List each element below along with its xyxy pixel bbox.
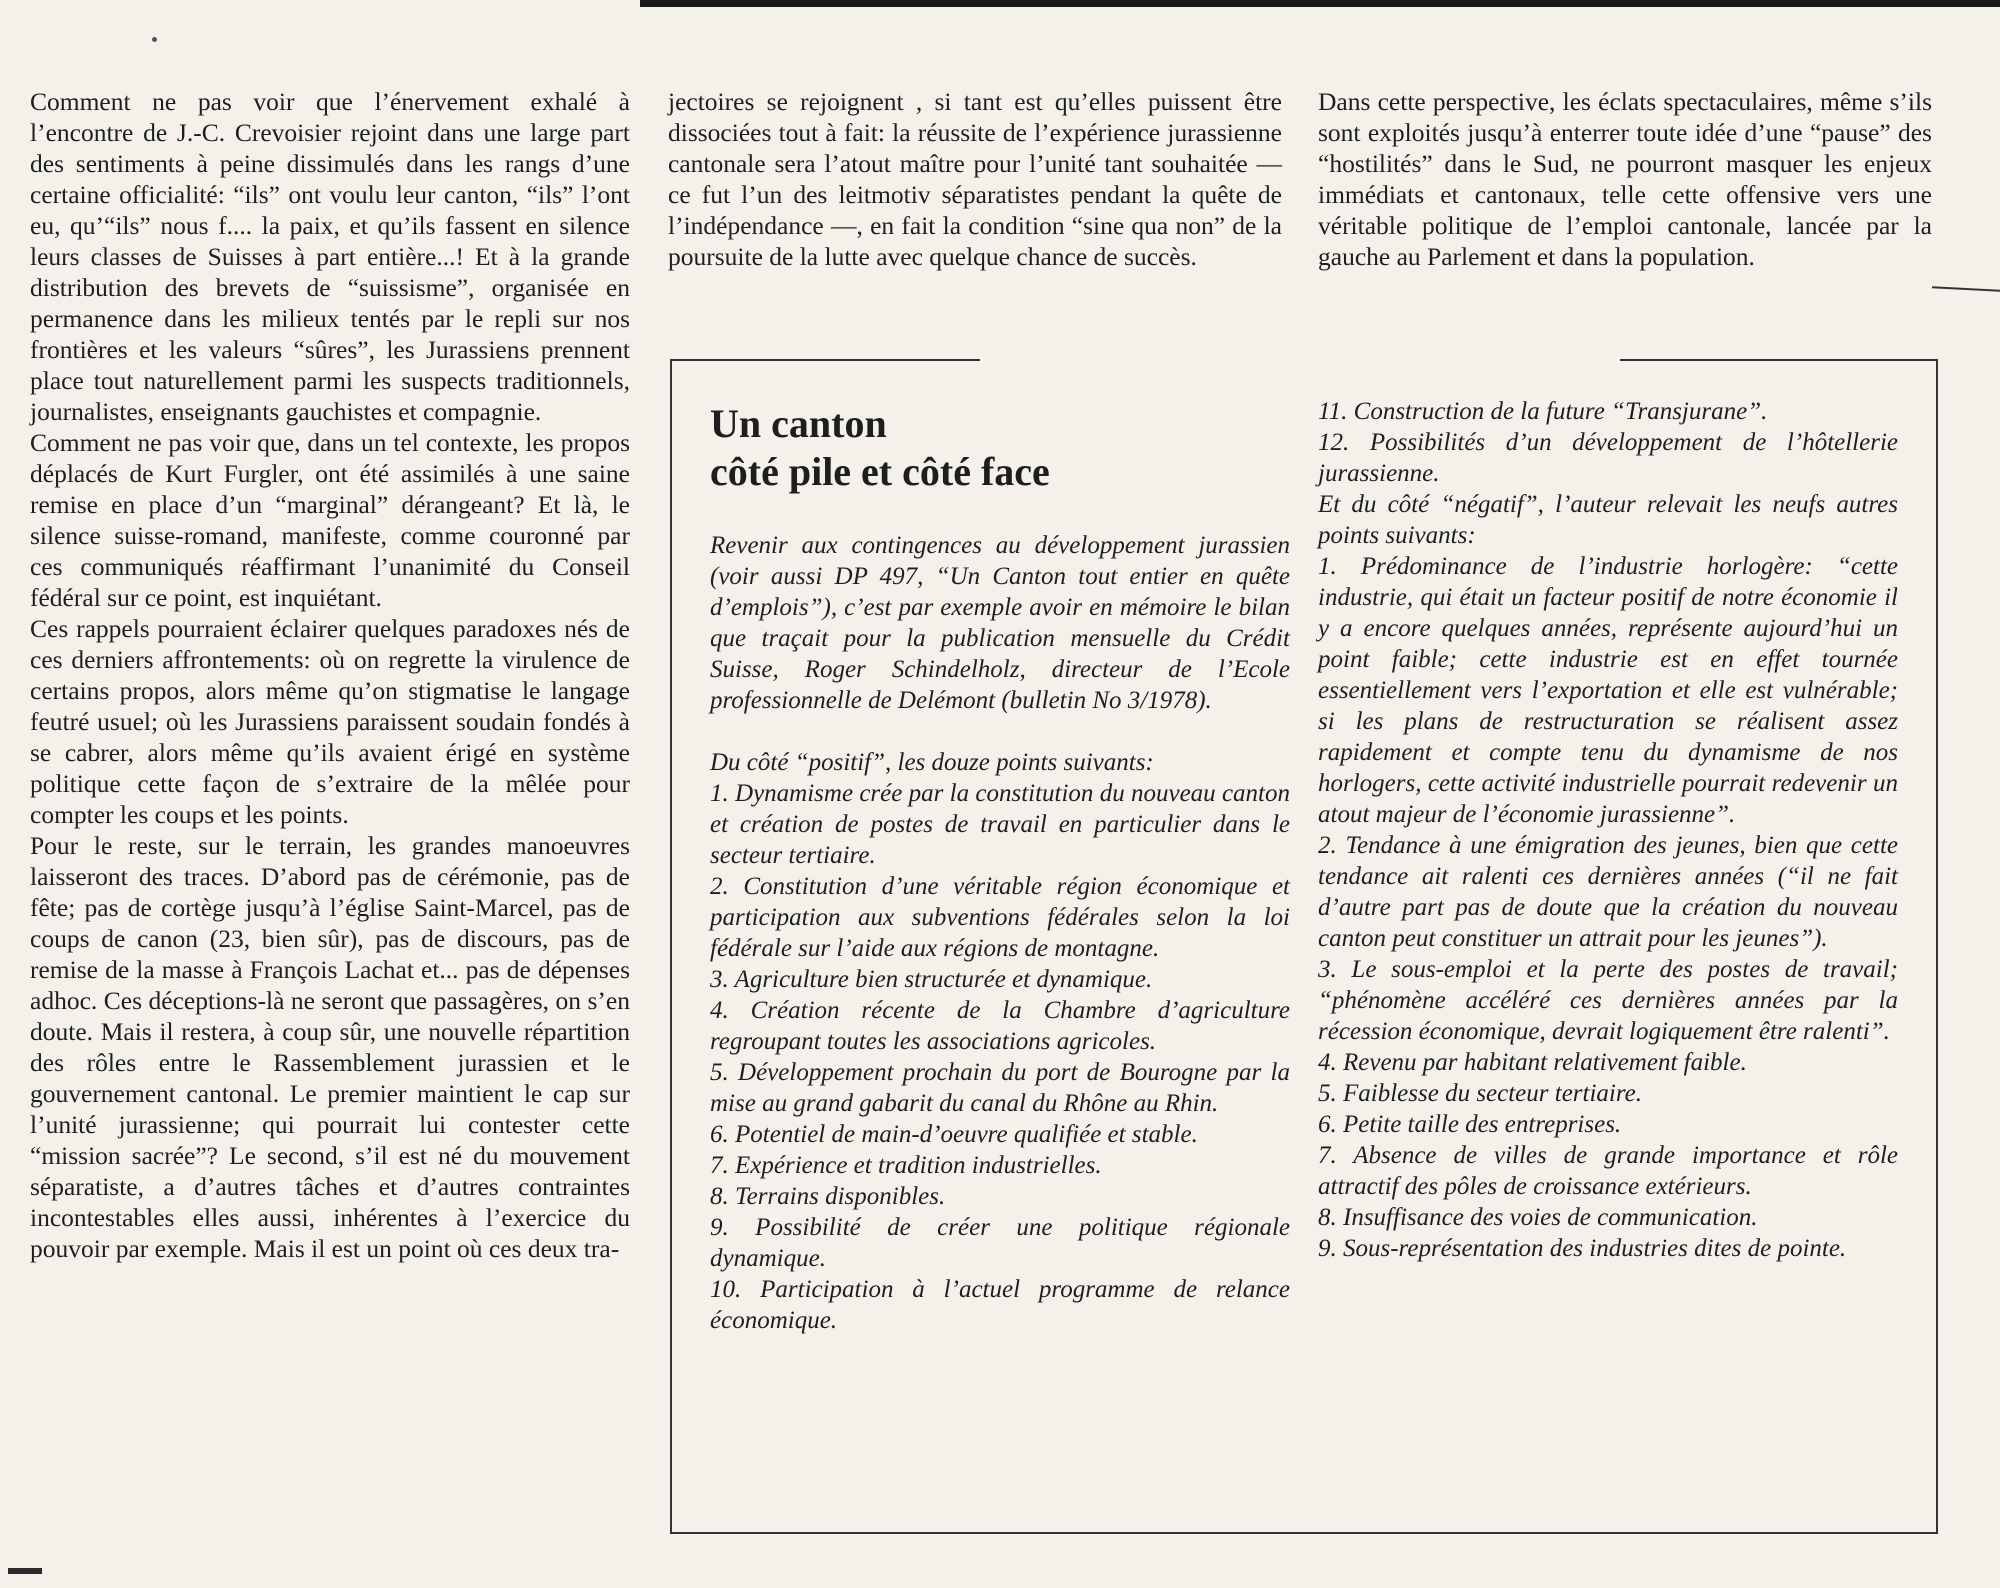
list-item: 1. Dynamisme crée par la constitution du nouveau canton et création de postes de travail en particulier dans le secteur tertiaire.	[710, 780, 1290, 869]
list-heading: Et du côté “négatif”, l’auteur relevait les neufs autres points suivants:	[1318, 491, 1898, 549]
list-item: 9. Possibilité de créer une politique régionale dynamique.	[710, 1214, 1290, 1272]
list-item: 8. Insuffisance des voies de communication.	[1318, 1204, 1758, 1231]
top-rule	[640, 0, 2000, 7]
corner-mark	[8, 1568, 42, 1574]
list-item: 7. Expérience et tradition industrielles.	[710, 1152, 1102, 1179]
article-column-3	[1318, 86, 1932, 272]
paragraph: Dans cette perspective, les éclats spectaculaires, même s’ils sont exploités jusqu’à enterrer toute idée d’une “pause” des “hostilités” dans le Sud, ne pourront masquer les enjeux immédiats et cantonaux, telle cette offensive vers une véritable politique de l’emploi cantonale, lancée par la gauche au Parlement et dans la population.	[1318, 87, 1932, 271]
box-column-left	[710, 400, 1290, 1336]
list-item: 7. Absence de villes de grande importance et rôle attractif des pôles de croissance extérieurs.	[1318, 1142, 1898, 1200]
list-item: 6. Petite taille des entreprises.	[1318, 1111, 1622, 1138]
list-item: 10. Participation à l’actuel programme de relance économique.	[710, 1276, 1290, 1334]
list-item: 3. Agriculture bien structurée et dynamique.	[710, 966, 1153, 993]
paragraph: Comment ne pas voir que, dans un tel contexte, les propos déplacés de Kurt Furgler, ont été assimilés à une saine remise en place d’un “marginal” dérangeant? Et là, le silence suisse-romand, manifeste, comme couronné par ces communiqués réaffirmant l’unanimité du Conseil fédéral sur ce point, est inquiétant.	[30, 428, 630, 612]
paragraph: Pour le reste, sur le terrain, les grandes manoeuvres laisseront des traces. D’abord pas de cérémonie, pas de fête; pas de cortège jusqu’à l’église Saint-Marcel, pas de coups de canon (23, bien sûr), pas de discours, pas de remise de la masse à François Lachat et... pas de dépenses adhoc. Ces déceptions-là ne seront que passagères, on s’en doute. Mais il restera, à coup sûr, une nouvelle répartition des rôles entre le Rassemblement jurassien et le gouvernement cantonal. Le premier maintient le cap sur l’unité jurassienne; qui pourrait lui contester cette “mission sacrée”? Le second, s’il est né du mouvement séparatiste, a d’autres tâches et d’autres contraintes incontestables elles aussi, inhérentes à l’exercice du pouvoir par exemple. Mais il est un point où ces deux tra-	[30, 831, 630, 1263]
list-item: 6. Potentiel de main-d’oeuvre qualifiée et stable.	[710, 1121, 1198, 1148]
box-intro: Revenir aux contingences au développement jurassien (voir aussi DP 497, “Un Canton tout entier en quête d’emplois”), c’est par exemple avoir en mémoire le bilan que traçait pour la publication mensuelle du Crédit Suisse, Roger Schindelholz, directeur de l’Ecole professionnelle de Delémont (bulletin No 3/1978).	[710, 532, 1290, 714]
list-item: 1. Prédominance de l’industrie horlogère: “cette industrie, qui était un facteur positif de notre économie il y a encore quelques années, représente aujourd’hui un point faible; cette industrie est en effet tournée essentiellement vers l’exportation et elle est vulnérable; si les plans de restructuration se réalisent assez rapidement et compte tenu du dynamisme de nos horlogers, cette activité industrielle pourrait redevenir un atout majeur de l’économie jurassienne”.	[1318, 553, 1898, 828]
speck	[152, 37, 157, 42]
list-item: 3. Le sous-emploi et la perte des postes de travail; “phénomène accéléré ces dernières années par la récession économique, devrait logiquement être ralenti”.	[1318, 956, 1898, 1045]
article-column-2	[668, 86, 1282, 272]
list-item: 4. Création récente de la Chambre d’agriculture regroupant toutes les associations agricoles.	[710, 997, 1290, 1055]
box-title: Un canton côté pile et côté face	[710, 401, 1050, 494]
box-column-right	[1318, 396, 1898, 1264]
list-item: 5. Développement prochain du port de Bourogne par la mise au grand gabarit du canal du Rhône au Rhin.	[710, 1059, 1290, 1117]
list-item: 2. Constitution d’une véritable région économique et participation aux subventions fédérales selon la loi fédérale sur l’aide aux régions de montagne.	[710, 873, 1290, 962]
list-item: 2. Tendance à une émigration des jeunes, bien que cette tendance ait ralenti ces dernières années (“il ne fait d’autre part pas de doute que la création du nouveau canton peut constituer un attrait pour les jeunes”).	[1318, 832, 1898, 952]
list-item: 4. Revenu par habitant relativement faible.	[1318, 1049, 1747, 1076]
list-item: 9. Sous-représentation des industries dites de pointe.	[1318, 1235, 1847, 1262]
article-column-1	[30, 86, 630, 1264]
list-item: 5. Faiblesse du secteur tertiaire.	[1318, 1080, 1643, 1107]
box-border-gap	[980, 355, 1620, 363]
paragraph: Comment ne pas voir que l’énervement exhalé à l’encontre de J.-C. Crevoisier rejoint dans une large part des sentiments à peine dissimulés dans les rangs d’une certaine officialité: “ils” ont voulu leur canton, “ils” l’ont eu, qu’“ils” nous f.... la paix, et qu’ils fassent en silence leurs classes de Suisses à part entière...! Et à la grande distribution des brevets de “suissisme”, organisée en permanence dans les milieux tentés par le repli sur nos frontières et les valeurs “sûres”, les Jurassiens prennent place tout naturellement parmi les suspects traditionnels, journalistes, enseignants gauchistes et compagnie.	[30, 87, 630, 426]
paragraph: Ces rappels pourraient éclairer quelques paradoxes nés de ces derniers affrontements: où on regrette la virulence de certains propos, alors même qu’on stigmatise le langage feutré usuel; où les Jurassiens paraissent soudain fondés à se cabrer, alors même qu’ils avaient érigé en système politique cette façon de s’extraire de la mêlée pour compter les coups et les points.	[30, 614, 630, 829]
margin-stroke	[1932, 286, 2000, 292]
paragraph: jectoires se rejoignent , si tant est qu’elles puissent être dissociées tout à fait: la réussite de l’expérience jurassienne cantonale sera l’atout maître pour l’unité tant souhaitée — ce fut l’un des leitmotiv séparatistes pendant la quête de l’indépendance —, en fait la condition “sine qua non” de la poursuite de la lutte avec quelque chance de succès.	[668, 87, 1282, 271]
list-heading: Du côté “positif”, les douze points suivants:	[710, 749, 1154, 776]
list-item: 8. Terrains disponibles.	[710, 1183, 946, 1210]
list-item: 11. Construction de la future “Transjurane”.	[1318, 398, 1768, 425]
list-item: 12. Possibilités d’un développement de l’hôtellerie jurassienne.	[1318, 429, 1898, 487]
